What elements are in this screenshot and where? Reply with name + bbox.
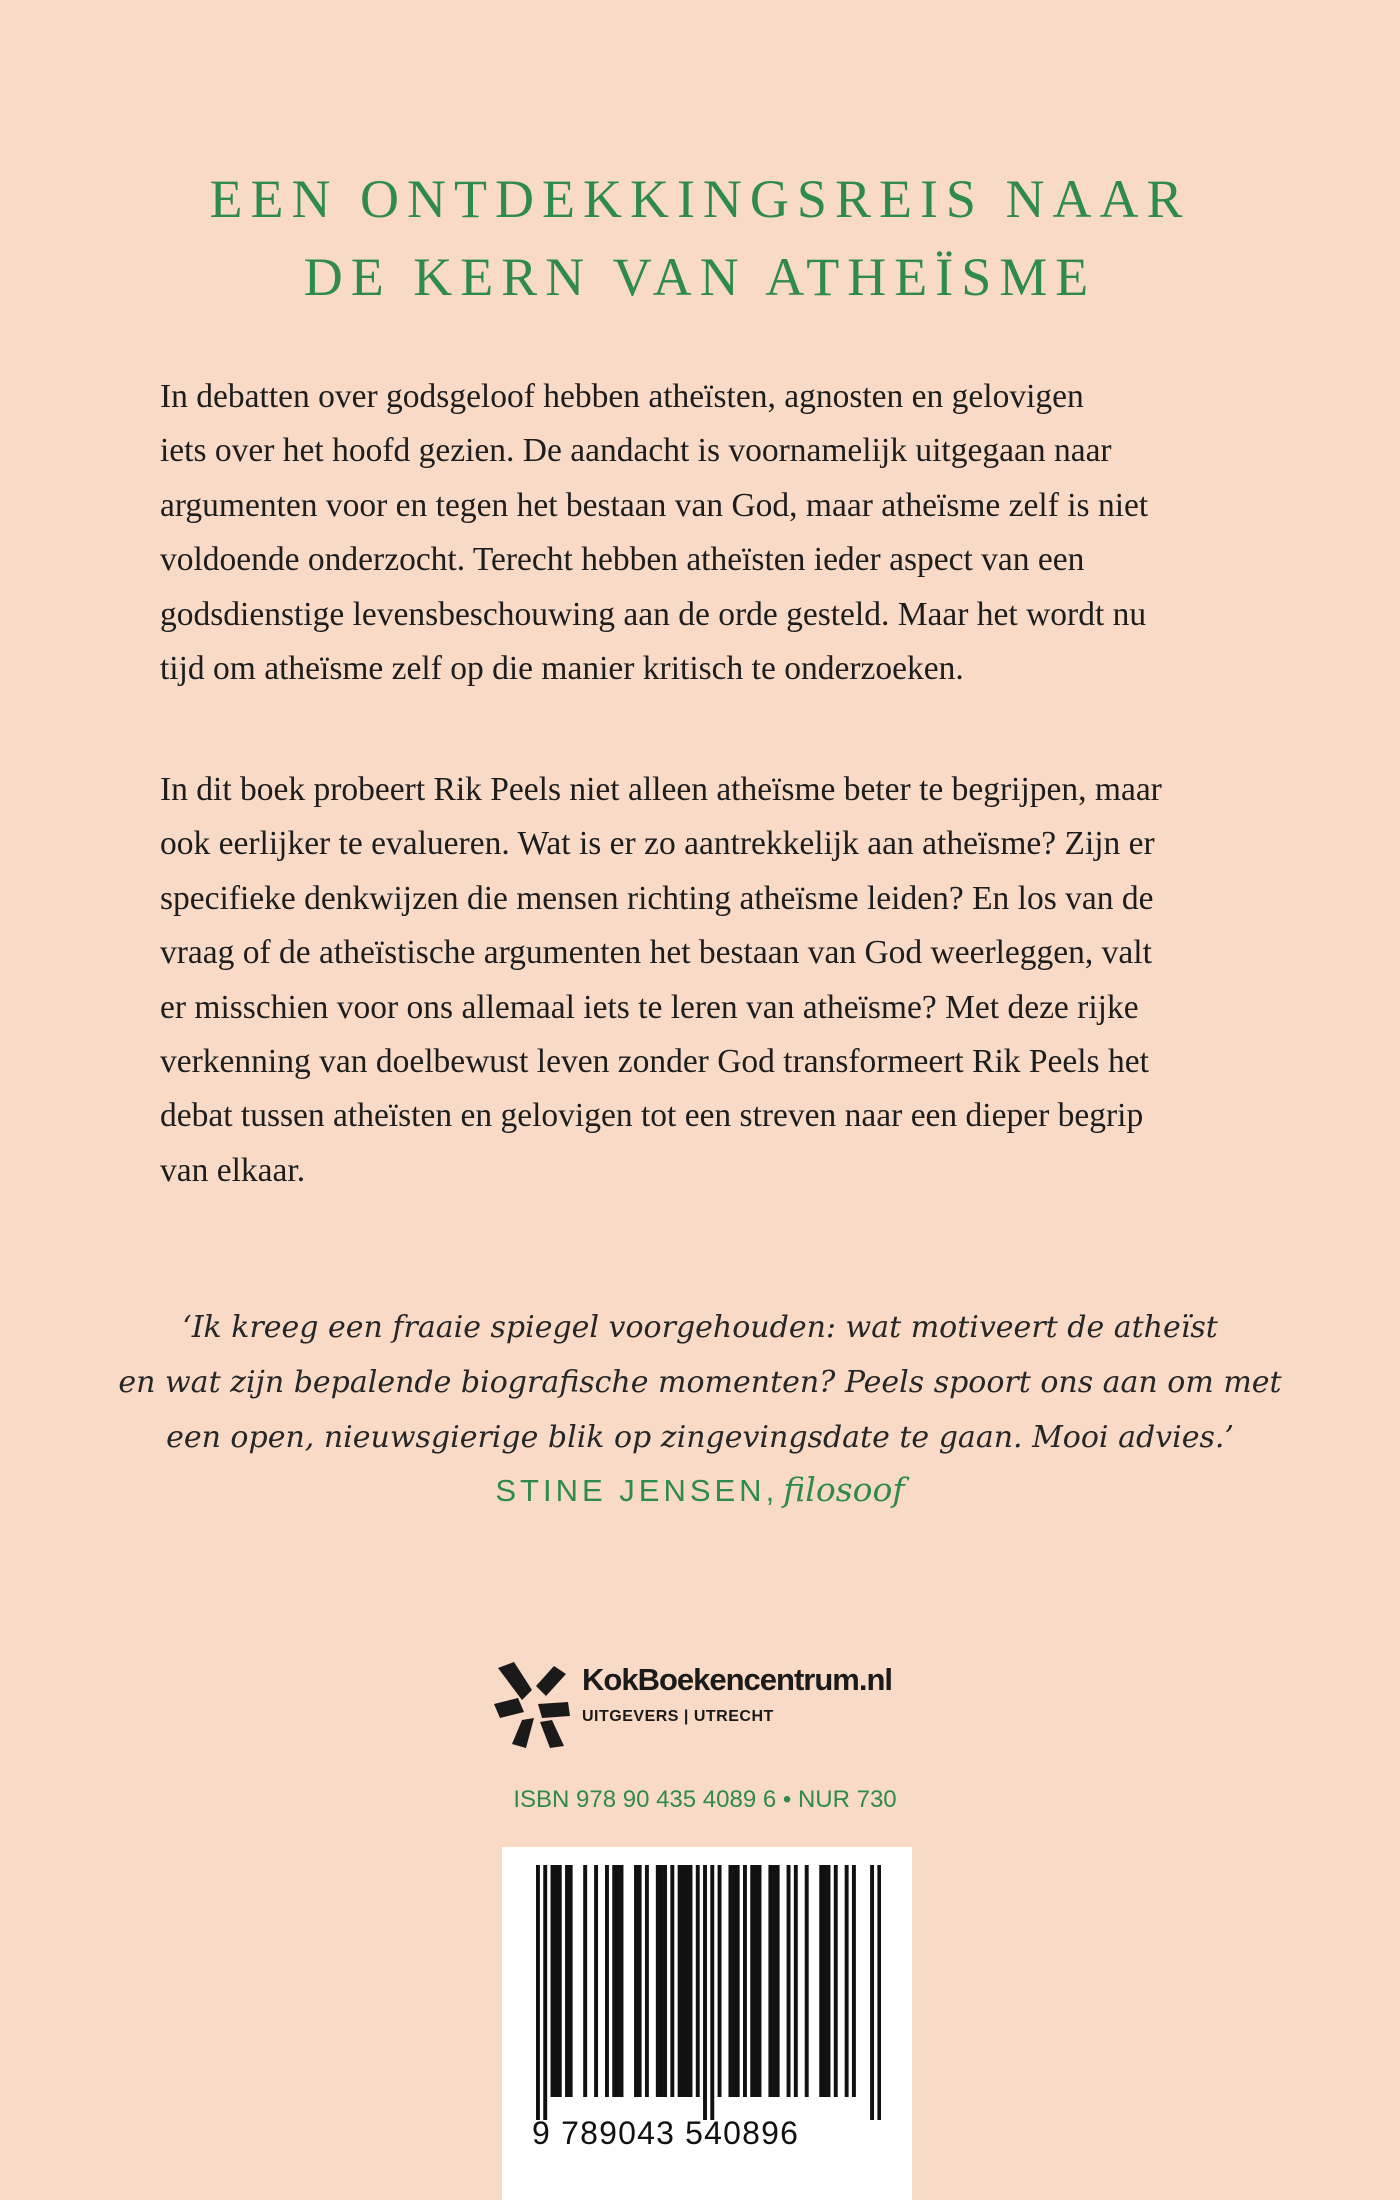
barcode-digits: 9 789043 540896 [532, 2115, 800, 2151]
quote-line: en wat zijn bepalende biografische momenten? Peels spoort ons aan om met [118, 1365, 1282, 1400]
barcode-bar [616, 1865, 620, 2097]
barcode-bar [750, 1865, 754, 2097]
barcode-bar [620, 1865, 624, 2097]
barcode-bar [634, 1865, 638, 2097]
barcode-bar [703, 1865, 707, 2120]
barcode-bar [776, 1865, 780, 2097]
barcode-bar [710, 1865, 714, 2120]
barcode-bar [565, 1865, 569, 2097]
blurb-line: specifieke denkwijzen die mensen richting atheïsme leiden? En los van de [160, 879, 1154, 917]
barcode-bar [670, 1865, 674, 2097]
blurb-line: In dit boek probeert Rik Peels niet alleen atheïsme beter te begrijpen, maar [160, 771, 1162, 808]
publisher-name: KokBoekencentrum.nl [582, 1662, 893, 1697]
barcode-bar [659, 1865, 663, 2097]
barcode-bar [696, 1865, 700, 2097]
barcode-bar [877, 1865, 881, 2120]
barcode-bar [805, 1865, 809, 2097]
endorser-name: STINE JENSEN [495, 1473, 766, 1508]
barcode-bar [870, 1865, 874, 2120]
endorser-role: filosoof [783, 1470, 905, 1509]
barcode-bar [787, 1865, 791, 2097]
barcode-bar [536, 1865, 540, 2120]
barcode-bar [663, 1865, 667, 2097]
barcode-bar [558, 1865, 562, 2097]
blurb-line: godsdienstige levensbeschouwing aan de orde gesteld. Maar het wordt nu [160, 595, 1147, 633]
barcode-bar [845, 1865, 849, 2097]
publisher-subtitle: UITGEVERS | UTRECHT [582, 1708, 774, 1725]
blurb-line: tijd om atheïsme zelf op die manier kritisch te onderzoeken. [160, 650, 964, 688]
blurb-line: argumenten voor en tegen het bestaan van God, maar atheïsme zelf is niet [160, 486, 1149, 524]
barcode-bar [594, 1865, 598, 2097]
heading-line-2: DE KERN VAN ATHEÏSME [303, 247, 1097, 307]
blurb-line: In debatten over godsgeloof hebben atheïsten, agnosten en gelovigen [160, 378, 1084, 415]
blurb-line: van elkaar. [160, 1151, 306, 1189]
barcode-bar [583, 1865, 587, 2097]
barcode-bar [718, 1865, 722, 2097]
isbn-line: ISBN 978 90 435 4089 6 • NUR 730 [513, 1786, 897, 1813]
attribution-separator: , [765, 1473, 779, 1508]
blurb-paragraph-2 [160, 763, 1250, 1198]
barcode-bar [823, 1865, 827, 2097]
barcode-bar [685, 1865, 689, 2097]
blurb-line: voldoende onderzocht. Terecht hebben atheïsten ieder aspect van een [160, 541, 1085, 579]
endorsement-attribution [0, 1470, 1400, 1509]
barcode-bar [758, 1865, 762, 2097]
blurb-paragraph-1 [160, 370, 1250, 696]
barcode-bar [852, 1865, 856, 2097]
barcode-bar [689, 1865, 693, 2097]
endorsement-quote [0, 1300, 1400, 1465]
barcode-bars [536, 1865, 881, 2120]
blurb-line: er misschien voor ons allemaal iets te leren van atheïsme? Met deze rijke [160, 988, 1139, 1026]
kokboekencentrum-mark-icon [492, 1660, 574, 1750]
barcode-bar [827, 1865, 831, 2097]
barcode-bar [834, 1865, 838, 2097]
cover-heading [0, 160, 1400, 316]
barcode [502, 1847, 912, 2200]
barcode-bar [656, 1865, 660, 2097]
barcode-bar [554, 1865, 558, 2097]
barcode-bar [768, 1865, 772, 2097]
barcode-bar [743, 1865, 747, 2097]
quote-line: een open, nieuwsgierige blik op zingevingsdate te gaan. Mooi advies.’ [166, 1420, 1234, 1455]
barcode-bar [551, 1865, 555, 2097]
blurb-line: verkenning van doelbewust leven zonder God transformeert Rik Peels het [160, 1043, 1149, 1081]
heading-line-1: EEN ONTDEKKINGSREIS NAAR [209, 169, 1191, 229]
barcode-bar [728, 1865, 732, 2097]
barcode-bar [605, 1865, 609, 2097]
barcode-bar [678, 1865, 682, 2097]
blurb-line: iets over het hoofd gezien. De aandacht is voornamelijk uitgegaan naar [160, 432, 1112, 470]
barcode-bar [772, 1865, 776, 2097]
barcode-bar [543, 1865, 547, 2120]
barcode-bar [569, 1865, 573, 2097]
barcode-bar [645, 1865, 649, 2097]
barcode-bar [754, 1865, 758, 2097]
blurb-line: ook eerlijker te evalueren. Wat is er zo aantrekkelijk aan atheïsme? Zijn er [160, 825, 1155, 863]
barcode-bar [732, 1865, 736, 2097]
barcode-bar [794, 1865, 798, 2097]
barcode-bar [612, 1865, 616, 2097]
barcode-bar [638, 1865, 642, 2097]
blurb-line: debat tussen atheïsten en gelovigen tot een streven naar een dieper begrip [160, 1097, 1144, 1135]
quote-line: ‘Ik kreeg een fraaie spiegel voorgehouden: wat motiveert de atheïst [182, 1310, 1218, 1345]
barcode-bar [819, 1865, 823, 2097]
barcode-bar [681, 1865, 685, 2097]
publisher-logo [492, 1660, 952, 1750]
barcode-bar [736, 1865, 740, 2097]
blurb-line: vraag of de atheïstische argumenten het bestaan van God weerleggen, valt [160, 934, 1152, 972]
